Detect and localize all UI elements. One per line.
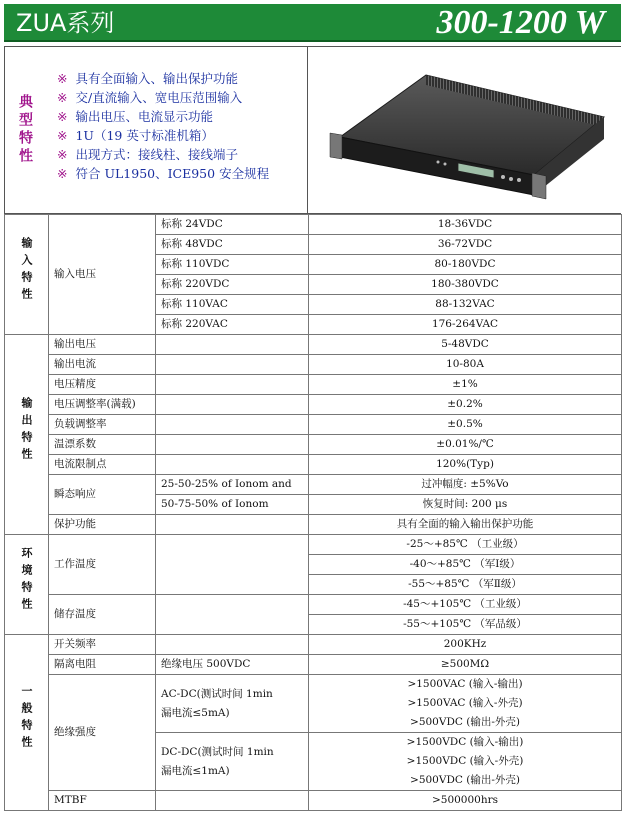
table-row: [5, 375, 622, 395]
param-cell: 电流限制点: [49, 455, 156, 475]
table-row: [5, 791, 622, 811]
dcdc-value: >1500VDC (输入-外壳): [406, 755, 524, 767]
cond-cell: [156, 675, 309, 733]
table-row: [5, 675, 622, 733]
param-cell: 负载调整率: [49, 415, 156, 435]
value-cell: 200KHz: [309, 635, 622, 655]
value-cell: 36-72VDC: [309, 235, 622, 255]
table-row: [5, 355, 622, 375]
features-label-cell: [5, 47, 45, 213]
cond-cell: 标称 24VDC: [156, 215, 309, 235]
table-row: [5, 635, 622, 655]
feature-item: ※ 符合 UL1950、ICE950 安全规程: [57, 166, 270, 181]
value-cell: ±0.5%: [309, 415, 622, 435]
acdc-value: >1500VAC (输入-输出): [407, 678, 523, 690]
param-cell: 开关频率: [49, 635, 156, 655]
cond-cell: 标称 110VDC: [156, 255, 309, 275]
cond-cell: 标称 110VAC: [156, 295, 309, 315]
table-row: [5, 215, 622, 235]
cond-cell: [156, 335, 309, 355]
value-cell: >500000hrs: [309, 791, 622, 811]
value-cell: 恢复时间: 200 μs: [309, 495, 622, 515]
cond-cell: [156, 435, 309, 455]
bullet-icon: ※: [57, 109, 68, 124]
table-row: [5, 415, 622, 435]
value-cell: 176-264VAC: [309, 315, 622, 335]
param-cell: 温漂系数: [49, 435, 156, 455]
power-range: 300-1200 W: [436, 4, 605, 41]
features-label: 典型特性: [17, 94, 33, 166]
value-cell: 过冲幅度: ±5%Vo: [309, 475, 622, 495]
cond-cell: [156, 515, 309, 535]
value-cell: ±0.2%: [309, 395, 622, 415]
section-input: 输入特性: [5, 215, 49, 335]
feature-item: ※ 1U（19 英寸标准机箱）: [57, 128, 214, 143]
cond-cell: [156, 395, 309, 415]
table-row: [5, 535, 622, 555]
value-cell: ±1%: [309, 375, 622, 395]
header-bar: [4, 4, 621, 42]
spec-table: [4, 214, 622, 811]
value-cell: ≥500MΩ: [309, 655, 622, 675]
cond-cell: 标称 220VDC: [156, 275, 309, 295]
cond-cell: [156, 355, 309, 375]
table-row: [5, 395, 622, 415]
table-row: [5, 655, 622, 675]
acdc-cond-line1: AC-DC(测试时间 1min: [161, 687, 273, 700]
param-cell: 输入电压: [49, 215, 156, 335]
table-row: [5, 435, 622, 455]
param-cell: 保护功能: [49, 515, 156, 535]
value-cell: -55～+85℃ （军Ⅱ级）: [309, 575, 622, 595]
features-block: [4, 46, 621, 214]
acdc-value: >1500VAC (输入-外壳): [407, 697, 523, 709]
cond-cell: 25-50-25% of Ionom and: [156, 475, 309, 495]
cond-cell: 标称 220VAC: [156, 315, 309, 335]
cond-cell: 50-75-50% of Ionom: [156, 495, 309, 515]
dcdc-cond-line2: 漏电流≤1mA): [161, 764, 230, 777]
param-cell: 绝缘强度: [49, 675, 156, 791]
table-row: [5, 335, 622, 355]
dcdc-value: >500VDC (输出-外壳): [410, 774, 520, 786]
product-photo: [307, 47, 621, 213]
value-cell: -25～+85℃ （工业级）: [309, 535, 622, 555]
cond-cell: 绝缘电压 500VDC: [156, 655, 309, 675]
section-environment: 环境特性: [5, 535, 49, 635]
cond-cell: [156, 455, 309, 475]
cond-cell: [156, 791, 309, 811]
series-title: ZUA系列: [16, 9, 115, 37]
bullet-icon: ※: [57, 147, 68, 162]
acdc-value: >500VDC (输出-外壳): [410, 716, 520, 728]
value-cell: 18-36VDC: [309, 215, 622, 235]
param-cell: 电压调整率(满载): [49, 395, 156, 415]
bullet-icon: ※: [57, 71, 68, 86]
bullet-icon: ※: [57, 90, 68, 105]
cond-cell: [156, 733, 309, 791]
value-cell: 5-48VDC: [309, 335, 622, 355]
section-general: 一般特性: [5, 635, 49, 811]
value-cell: -40～+85℃ （军Ⅰ级）: [309, 555, 622, 575]
feature-item: ※ 交/直流输入、宽电压范围输入: [57, 90, 243, 105]
param-cell: 瞬态响应: [49, 475, 156, 515]
acdc-cond-line2: 漏电流≤5mA): [161, 706, 230, 719]
value-cell: ±0.01%/℃: [309, 435, 622, 455]
cond-cell: [156, 535, 309, 595]
features-list: [57, 69, 269, 183]
param-cell: 输出电压: [49, 335, 156, 355]
param-cell: 工作温度: [49, 535, 156, 595]
feature-item: ※ 出现方式：接线柱、接线端子: [57, 147, 238, 162]
param-cell: 隔离电阻: [49, 655, 156, 675]
param-cell: 电压精度: [49, 375, 156, 395]
table-row: [5, 595, 622, 615]
value-cell: 10-80A: [309, 355, 622, 375]
dcdc-cond-line1: DC-DC(测试时间 1min: [161, 745, 274, 758]
rack-chassis-image: [308, 47, 621, 213]
cond-cell: [156, 635, 309, 655]
table-row: [5, 455, 622, 475]
value-cell: 80-180VDC: [309, 255, 622, 275]
param-cell: 输出电流: [49, 355, 156, 375]
cond-cell: 标称 48VDC: [156, 235, 309, 255]
feature-item: ※ 具有全面输入、输出保护功能: [57, 71, 238, 86]
param-cell: 储存温度: [49, 595, 156, 635]
cond-cell: [156, 595, 309, 635]
dcdc-value: >1500VDC (输入-输出): [406, 736, 524, 748]
feature-item: ※ 输出电压、电流显示功能: [57, 109, 213, 124]
bullet-icon: ※: [57, 128, 68, 143]
value-cell: 88-132VAC: [309, 295, 622, 315]
bullet-icon: ※: [57, 166, 68, 181]
value-cell: -45～+105℃ （工业级）: [309, 595, 622, 615]
value-cell: 180-380VDC: [309, 275, 622, 295]
table-row: [5, 475, 622, 495]
cond-cell: [156, 415, 309, 435]
value-cell: [309, 675, 622, 733]
param-cell: MTBF: [49, 791, 156, 811]
cond-cell: [156, 375, 309, 395]
value-cell: 具有全面的输入输出保护功能: [309, 515, 622, 535]
table-row: [5, 515, 622, 535]
value-cell: [309, 733, 622, 791]
value-cell: 120%(Typ): [309, 455, 622, 475]
value-cell: -55～+105℃ （军品级）: [309, 615, 622, 635]
section-output: 输出特性: [5, 335, 49, 535]
